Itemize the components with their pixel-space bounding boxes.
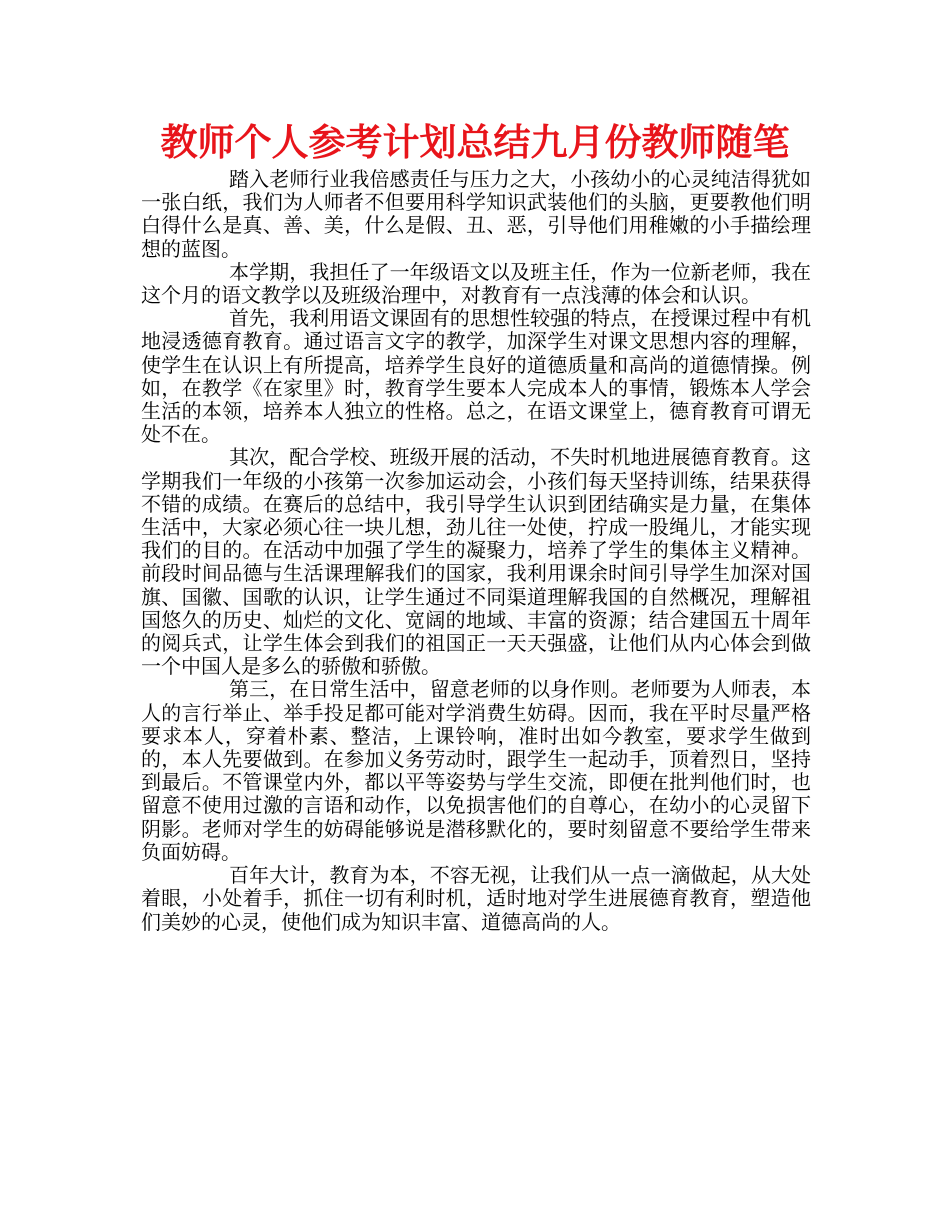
paragraph-5: 第三，在日常生活中，留意老师的以身作则。老师要为人师表，本人的言行举止、举手投足都可能对学消费生妨碍。因而，我在平时尽量严格要求本人，穿着朴素、整洁，上课铃响，准时出如今教室，要求学生做到的，本人先要做到。在参加义务劳动时，跟学生一起动手，顶着烈日，坚持到最后。不管课堂内外，都以平等姿势与学生交流，即便在批判他们时，也留意不使用过激的言语和动作，以免损害他们的自尊心，在幼小的心灵留下阴影。老师对学生的妨碍能够说是潜移默化的，要时刻留意不要给学生带来负面妨碍。 xyxy=(141,677,811,864)
paragraph-1: 踏入老师行业我倍感责任与压力之大，小孩幼小的心灵纯洁得犹如一张白纸，我们为人师者不但要用科学知识武装他们的头脑，更要教他们明白得什么是真、善、美，什么是假、丑、恶，引导他们用稚嫩的小手描绘理想的蓝图。 xyxy=(141,167,811,261)
paragraph-6: 百年大计，教育为本，不容无视，让我们从一点一滴做起，从大处着眼，小处着手，抓住一切有利时机，适时地对学生进展德育教育，塑造他们美妙的心灵，使他们成为知识丰富、道德高尚的人。 xyxy=(141,863,811,934)
paragraph-2: 本学期，我担任了一年级语文以及班主任，作为一位新老师，我在这个月的语文教学以及班级治理中，对教育有一点浅薄的体会和认识。 xyxy=(141,259,811,308)
document-title: 教师个人参考计划总结九月份教师随笔 xyxy=(160,121,790,164)
document-body xyxy=(141,168,811,934)
paragraph-3: 首先，我利用语文课固有的思想性较强的特点，在授课过程中有机地浸透德育教育。通过语言文字的教学，加深学生对课文思想内容的理解，使学生在认识上有所提高，培养学生良好的道德质量和高尚的道德情操。例如，在教学《在家里》时，教育学生要本人完成本人的事情，锻炼本人学会生活的本领，培养本人独立的性格。总之，在语文课堂上，德育教育可谓无处不在。 xyxy=(141,306,811,447)
paragraph-4: 其次，配合学校、班级开展的活动，不失时机地进展德育教育。这学期我们一年级的小孩第一次参加运动会，小孩们每天坚持训练，结果获得不错的成绩。在赛后的总结中，我引导学生认识到团结确实是力量，在集体生活中，大家必须心往一块儿想，劲儿往一处使，拧成一股绳儿，才能实现我们的目的。在活动中加强了学生的凝聚力，培养了学生的集体主义精神。前段时间品德与生活课理解我们的国家，我利用课余时间引导学生加深对国旗、国徽、国歌的认识，让学生通过不同渠道理解我国的自然概况，理解祖国悠久的历史、灿烂的文化、宽阔的地域、丰富的资源；结合建国五十周年的阅兵式，让学生体会到我们的祖国正一天天强盛，让他们从内心体会到做一个中国人是多么的骄傲和骄傲。 xyxy=(141,445,811,679)
